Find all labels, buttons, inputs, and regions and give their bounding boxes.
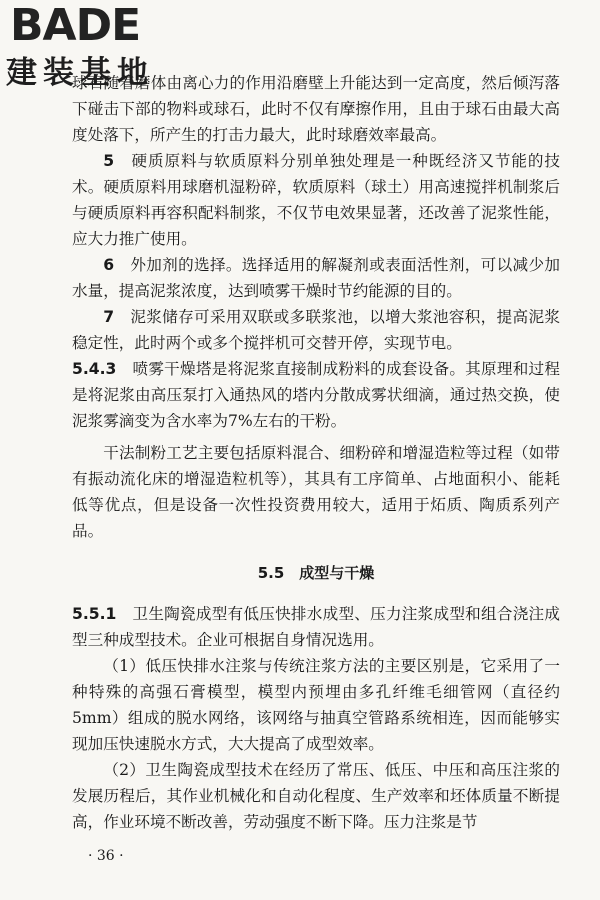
item-5 — [72, 148, 560, 252]
item-text: 外加剂的选择。选择适用的解凝剂或表面活性剂，可以减少加水量，提高泥浆浓度，达到喷雾干燥时节约能源的目的。 — [72, 256, 560, 300]
clause-5-4-3 — [72, 356, 560, 434]
paragraph-continued: 球石随着磨体由离心力的作用沿磨壁上升能达到一定高度，然后倾泻落下碰击下部的物料或球石，此时不仅有摩擦作用，且由于球石由最大高度处落下，所产生的打击力最大，此时球磨效率最高。 — [72, 74, 560, 144]
section-title: 5.5 成型与干燥 — [257, 564, 375, 582]
item-7 — [72, 304, 560, 356]
logo-tagline: 建装基地 — [6, 55, 154, 91]
item-number: 5 — [103, 152, 115, 170]
item-text: 泥浆储存可采用双联或多联浆池，以增大浆池容积，提高泥浆稳定性，此时两个或多个搅拌机可交替开停，实现节电。 — [72, 308, 560, 352]
page-body — [72, 70, 560, 835]
clause-5-5-1 — [72, 601, 560, 653]
paragraph-dry-process: 干法制粉工艺主要包括原料混合、细粉碎和增湿造粒等过程（如带有振动流化床的增湿造粒机等），其具有工序简单、占地面积小、能耗低等优点，但是设备一次性投资费用较大，适用于炻质、陶质系列产品。 — [72, 444, 560, 540]
item-6 — [72, 252, 560, 304]
page-number: · 36 · — [88, 848, 124, 864]
item-text: 硬质原料与软质原料分别单独处理是一种既经济又节能的技术。硬质原料用球磨机湿粉碎，软质原料（球土）用高速搅拌机制浆后与硬质原料再容积配料制浆，不仅节电效果显著，还改善了泥浆性能，应大力推广使用。 — [72, 152, 560, 248]
item-number: 7 — [103, 308, 115, 326]
clause-number: 5.5.1 — [72, 605, 117, 623]
item-number: 6 — [103, 256, 115, 274]
paragraph-1: （1）低压快排水注浆与传统注浆方法的主要区别是，它采用了一种特殊的高强石膏模型，模型内预埋由多孔纤维毛细管网（直径约5mm）组成的脱水网络，该网络与抽真空管路系统相连，因而能够实现加压快速脱水方式，大大提高了成型效率。 — [72, 657, 560, 753]
clause-text: 卫生陶瓷成型有低压快排水成型、压力注浆成型和组合浇注成型三种成型技术。企业可根据自身情况选用。 — [72, 605, 560, 649]
clause-number: 5.4.3 — [72, 360, 117, 378]
clause-text: 喷雾干燥塔是将泥浆直接制成粉料的成套设备。其原理和过程是将泥浆由高压泵打入通热风的塔内分散成雾状细滴，通过热交换，使泥浆雾滴变为含水率为7%左右的干粉。 — [72, 360, 560, 430]
paragraph-2: （2）卫生陶瓷成型技术在经历了常压、低压、中压和高压注浆的发展历程后，其作业机械化和自动化程度、生产效率和坯体质量不断提高，作业环境不断改善，劳动强度不断下降。压力注浆是节 — [72, 761, 560, 831]
logo-wordmark: BADE — [10, 0, 141, 51]
